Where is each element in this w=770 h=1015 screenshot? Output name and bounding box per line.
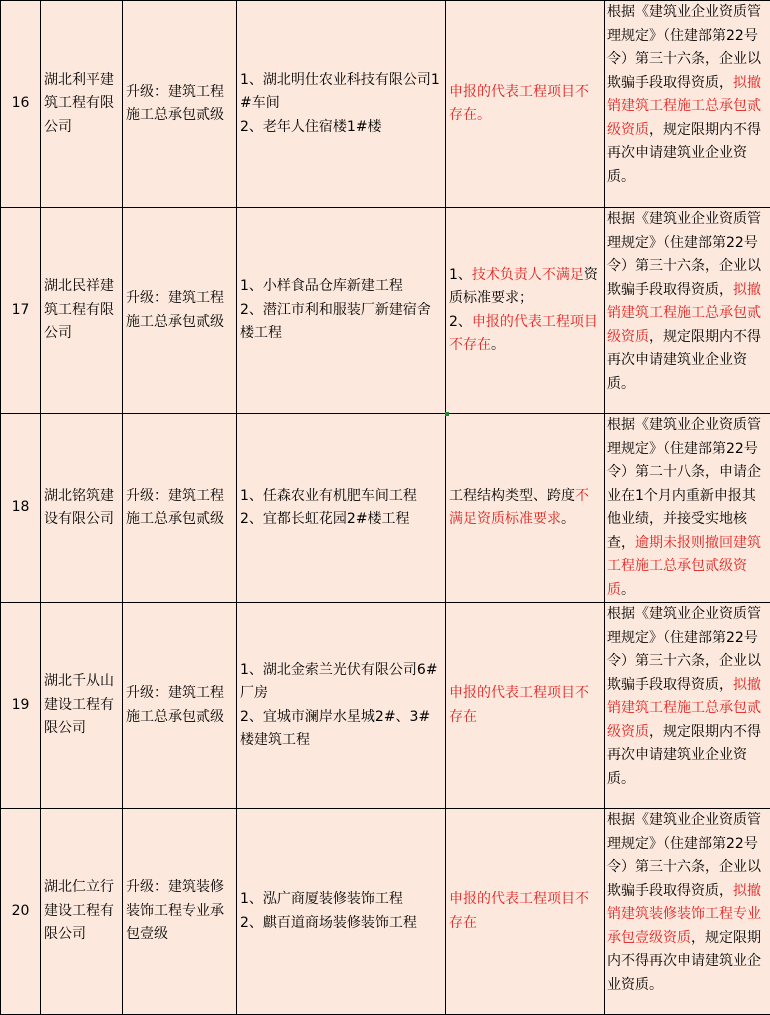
table-row	[1, 414, 770, 603]
basis-text-end: ，规定限期内不得再次申请建筑业企业资质。	[607, 329, 761, 392]
application-type: 升级：建筑工程施工总承包贰级	[123, 603, 237, 809]
issue-red-text: 申报的代表工程项目不存在	[449, 314, 598, 354]
project-item: 2、宜都长虹花园2#楼工程	[240, 508, 442, 532]
basis-text: 根据《建筑业企业资质管理规定》（住建部第22号令）第二十八条，申请企业在1个月内重新申报其他业绩，并接受实地核查，	[607, 417, 761, 551]
project-item: 2、麒百道商场装修装饰工程	[240, 912, 442, 936]
basis-text: 根据《建筑业企业资质管理规定》（住建部第22号令）第三十六条，企业以欺骗手段取得资质，	[607, 211, 761, 298]
issue-red-text: 申报的代表工程项目不存在	[449, 685, 589, 725]
company-name: 湖北千从山建设工程有限公司	[41, 603, 123, 809]
issue-cell	[446, 603, 605, 809]
basis-red-text: 逾期未报则撤回建筑工程施工总承包贰级资质	[607, 535, 761, 598]
issue-red-text: 申报的代表工程项目不存在	[449, 891, 589, 931]
basis-text: 根据《建筑业企业资质管理规定》（住建部第22号令）第三十六条，企业以欺骗手段取得资质，	[607, 4, 761, 91]
project-item: 1、湖北金索兰光伏有限公司6#厂房	[240, 659, 442, 706]
table-row	[1, 1, 770, 208]
basis-cell	[605, 603, 770, 809]
row-number: 20	[1, 809, 41, 1015]
project-item: 1、泓广商厦装修装饰工程	[240, 888, 442, 912]
application-type: 升级：建筑工程施工总承包贰级	[123, 208, 237, 414]
project-list	[237, 208, 446, 414]
project-list	[237, 809, 446, 1015]
row-number: 16	[1, 1, 41, 208]
table-row	[1, 208, 770, 414]
basis-cell	[605, 208, 770, 414]
company-name: 湖北民祥建筑工程有限公司	[41, 208, 123, 414]
application-type: 升级：建筑装修装饰工程专业承包壹级	[123, 809, 237, 1015]
issue-red-text: 不满足资质标准要求	[449, 488, 589, 528]
application-type: 升级：建筑工程施工总承包贰级	[123, 1, 237, 208]
issue-text-end: 。	[561, 511, 575, 527]
basis-text: 根据《建筑业企业资质管理规定》（住建部第22号令）第三十六条，企业以欺骗手段取得资质，	[607, 812, 761, 899]
basis-cell	[605, 1, 770, 208]
issue-cell	[446, 1, 605, 208]
table-row	[1, 809, 770, 1015]
project-list	[237, 1, 446, 208]
cell-comment-marker	[445, 412, 449, 416]
project-list	[237, 414, 446, 603]
basis-text: 根据《建筑业企业资质管理规定》（住建部第22号令）第三十六条，企业以欺骗手段取得资质，	[607, 606, 761, 693]
issue-cell	[446, 414, 605, 603]
issue-cell	[446, 208, 605, 414]
application-type: 升级：建筑工程施工总承包贰级	[123, 414, 237, 603]
project-list	[237, 603, 446, 809]
company-name: 湖北仁立行建设工程有限公司	[41, 809, 123, 1015]
company-name: 湖北利平建筑工程有限公司	[41, 1, 123, 208]
project-item: 2、老年人住宿楼1#楼	[240, 116, 442, 140]
basis-red-text: 拟撤销建筑工程施工总承包贰级资质	[607, 75, 761, 138]
issue-prefix: 2、	[449, 314, 472, 330]
basis-text-end: ，规定限期内不得再次申请建筑业企业资质。	[607, 122, 761, 185]
issue-prefix: 1、	[449, 267, 472, 283]
basis-cell	[605, 414, 770, 603]
row-number: 17	[1, 208, 41, 414]
issue-text: 。	[491, 337, 505, 353]
basis-cell	[605, 809, 770, 1015]
project-item: 1、任森农业有机肥车间工程	[240, 485, 442, 509]
issue-red-text: 技术负责人不满足	[472, 267, 584, 283]
project-item: 2、宜城市澜岸水星城2#、3#楼建筑工程	[240, 706, 442, 753]
basis-red-text: 拟撤销建筑工程施工总承包贰级资质	[607, 282, 761, 345]
issue-cell	[446, 809, 605, 1015]
issue-text: 工程结构类型、跨度	[449, 488, 575, 504]
basis-red-text: 拟撤销建筑工程施工总承包贰级资质	[607, 677, 761, 740]
company-name: 湖北铭筑建设有限公司	[41, 414, 123, 603]
basis-text-end: 。	[621, 582, 635, 598]
project-item: 1、湖北明仕农业科技有限公司1#车间	[240, 69, 442, 116]
basis-text-end: ，规定限期内不得再次申请建筑业企业资质。	[607, 930, 761, 993]
issue-red-text: 申报的代表工程项目不存在。	[449, 84, 589, 124]
project-item: 1、小样食品仓库新建工程	[240, 275, 442, 299]
table-row	[1, 603, 770, 809]
project-item: 2、潜江市利和服装厂新建宿舍楼工程	[240, 299, 442, 346]
row-number: 19	[1, 603, 41, 809]
row-number: 18	[1, 414, 41, 603]
basis-text-end: ，规定限期内不得再次申请建筑业企业资质。	[607, 724, 761, 787]
issue-text: 资质标准要求；	[449, 267, 598, 307]
basis-red-text: 拟撤销建筑装修装饰工程专业承包壹级资质	[607, 883, 761, 946]
